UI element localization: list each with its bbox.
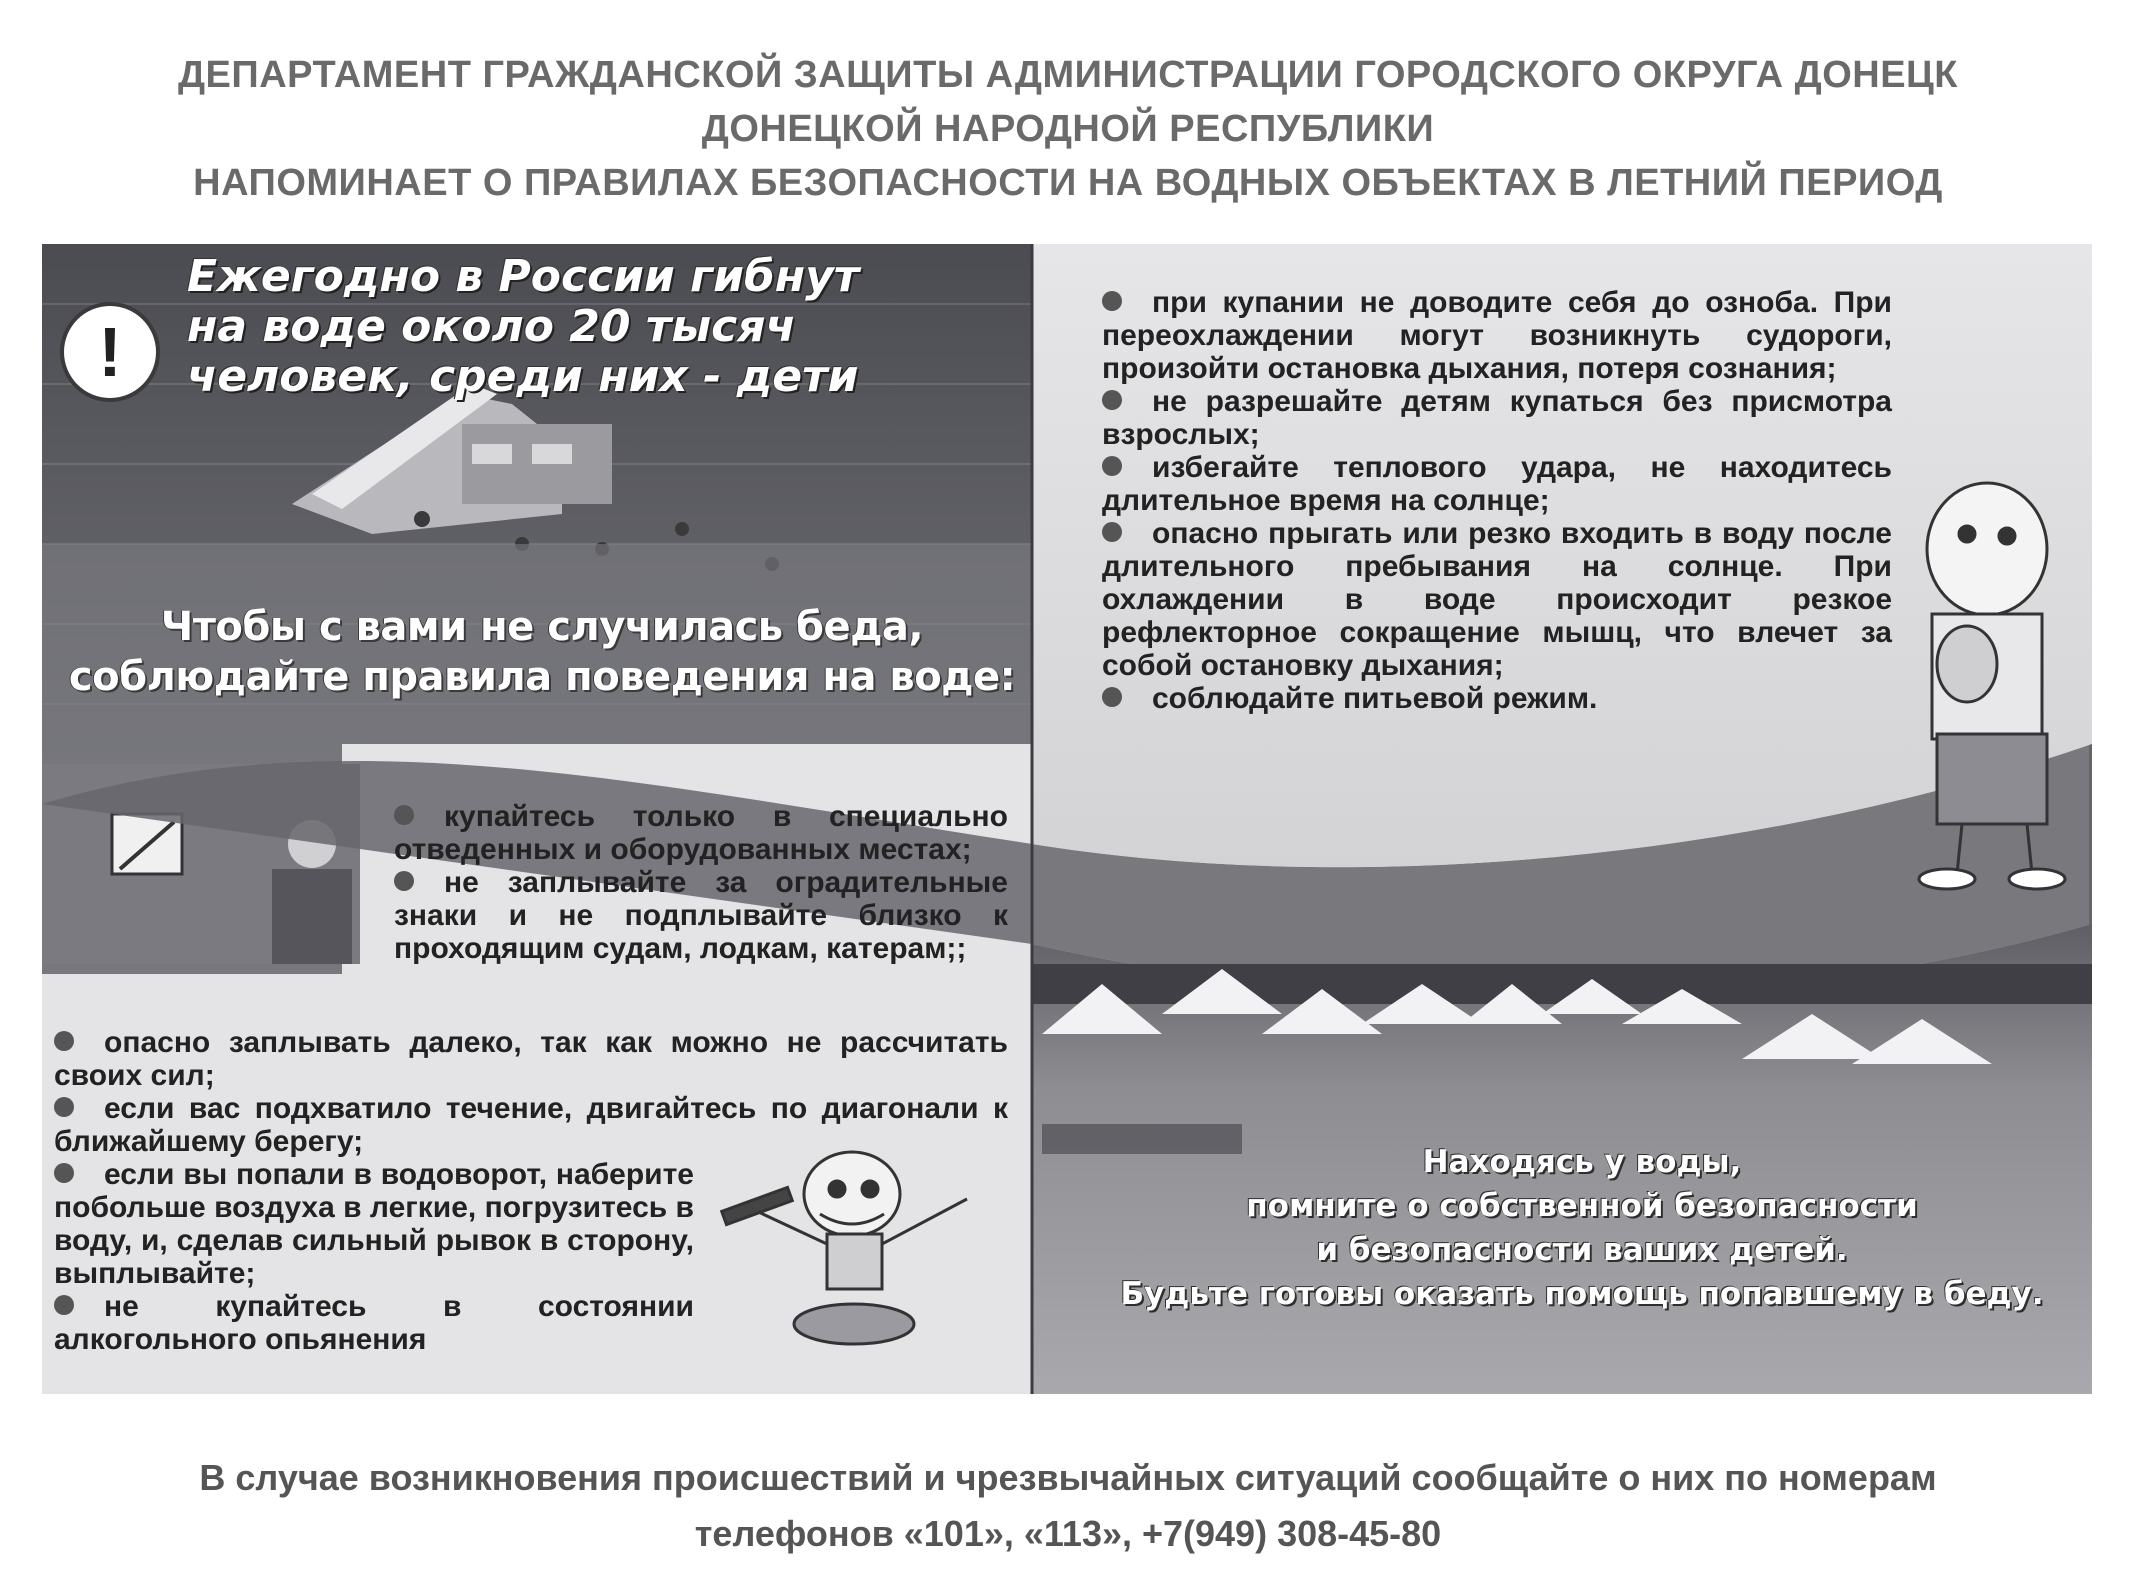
headline-line: на воде около 20 тысяч: [187, 301, 796, 352]
rule-item: [394, 800, 1008, 866]
rule-item: [1102, 517, 1892, 682]
rule-item: [54, 1290, 694, 1356]
rule-item: [1102, 286, 1892, 385]
rule-item: [1102, 385, 1892, 451]
bullet-icon: [1102, 291, 1122, 311]
closing-line: и безопасности ваших детей.: [1316, 1232, 1848, 1268]
rule-text: опасно прыгать или резко входить в воду после длительного пребывания на солнце. При охлаждении в воде происходит резкое рефлекторное сокращение мышц, что влечет за собой остановку дыхания;: [1102, 517, 1892, 682]
rule-text: при купании не доводите себя до озноба. При переохлаждении могут возникнуть судороги, произойти остановка дыхания, потеря сознания;: [1102, 286, 1892, 385]
bullet-icon: [54, 1031, 74, 1051]
headline-line: человек, среди них - дети: [187, 351, 859, 402]
rule-item: [1102, 682, 1892, 715]
closing-line: Будьте готовы оказать помощь попавшему в беду.: [1120, 1276, 2044, 1312]
rule-text: купайтесь только в специально отведенных и оборудованных местах;: [394, 800, 1008, 866]
rule-item: [54, 1026, 1008, 1092]
rule-text: если вы попали в водоворот, наберите побольше воздуха в легкие, погрузитесь в воду, и, сделав сильный рывок в сторону, выплывайте;: [54, 1158, 694, 1290]
rules-list-left-bottom: [54, 1026, 1008, 1356]
subheading-line: Чтобы с вами не случилась беда,: [160, 604, 924, 650]
bullet-icon: [1102, 456, 1122, 476]
rule-text: не купайтесь в состоянии алкогольного опьянения: [54, 1290, 694, 1356]
bullet-icon: [1102, 687, 1122, 707]
bullet-icon: [1102, 390, 1122, 410]
closing-line: помните о собственной безопасности: [1246, 1188, 1918, 1224]
rule-item: [54, 1092, 1008, 1158]
bullet-icon: [54, 1295, 74, 1315]
closing-message: [1102, 1140, 2062, 1316]
closing-line: Находясь у воды,: [1422, 1144, 1742, 1180]
rule-item: [1102, 451, 1892, 517]
poster-subheading: [62, 602, 1022, 702]
rule-text: если вас подхватило течение, двигайтесь по диагонали к ближайшему берегу;: [54, 1092, 1008, 1158]
rule-text: опасно заплывать далеко, так как можно не рассчитать своих сил;: [54, 1026, 1008, 1092]
rule-text: не разрешайте детям купаться без присмотра взрослых;: [1102, 385, 1892, 451]
bullet-icon: [1102, 522, 1122, 542]
rule-text: избегайте теплового удара, не находитесь длительное время на солнце;: [1102, 451, 1892, 517]
subheading-line: соблюдайте правила поведения на воде:: [68, 654, 1016, 700]
headline-line: Ежегодно в России гибнут: [187, 251, 860, 302]
header-line-2: ДОНЕЦКОЙ НАРОДНОЙ РЕСПУБЛИКИ: [701, 108, 1435, 150]
rule-text: соблюдайте питьевой режим.: [1152, 682, 1598, 715]
rule-item: [394, 866, 1008, 965]
safety-poster: [42, 244, 2092, 1394]
bullet-icon: [394, 871, 414, 891]
bullet-icon: [54, 1097, 74, 1117]
rule-text: не заплывайте за оградительные знаки и не подплывайте близко к проходящим судам, лодкам, катерам;;: [394, 866, 1008, 965]
rules-list-left-top: [394, 800, 1008, 965]
footer-line-2: телефонов «101», «113», +7(949) 308-45-80: [694, 1513, 1442, 1554]
emergency-contacts: [0, 1450, 2136, 1562]
poster-headline: [187, 252, 1047, 402]
bullet-icon: [394, 805, 414, 825]
page-header: [0, 48, 2136, 210]
rule-item: [54, 1158, 694, 1290]
header-line-3: НАПОМИНАЕТ О ПРАВИЛАХ БЕЗОПАСНОСТИ НА ВОДНЫХ ОБЪЕКТАХ В ЛЕТНИЙ ПЕРИОД: [193, 162, 1943, 204]
bullet-icon: [54, 1163, 74, 1183]
footer-line-1: В случае возникновения происшествий и чрезвычайных ситуаций сообщайте о них по номерам: [199, 1457, 1937, 1498]
rules-list-right: [1102, 286, 1892, 715]
warning-icon: !: [64, 306, 156, 398]
header-line-1: ДЕПАРТАМЕНТ ГРАЖДАНСКОЙ ЗАЩИТЫ АДМИНИСТРАЦИИ ГОРОДСКОГО ОКРУГА ДОНЕЦК: [177, 54, 1958, 96]
